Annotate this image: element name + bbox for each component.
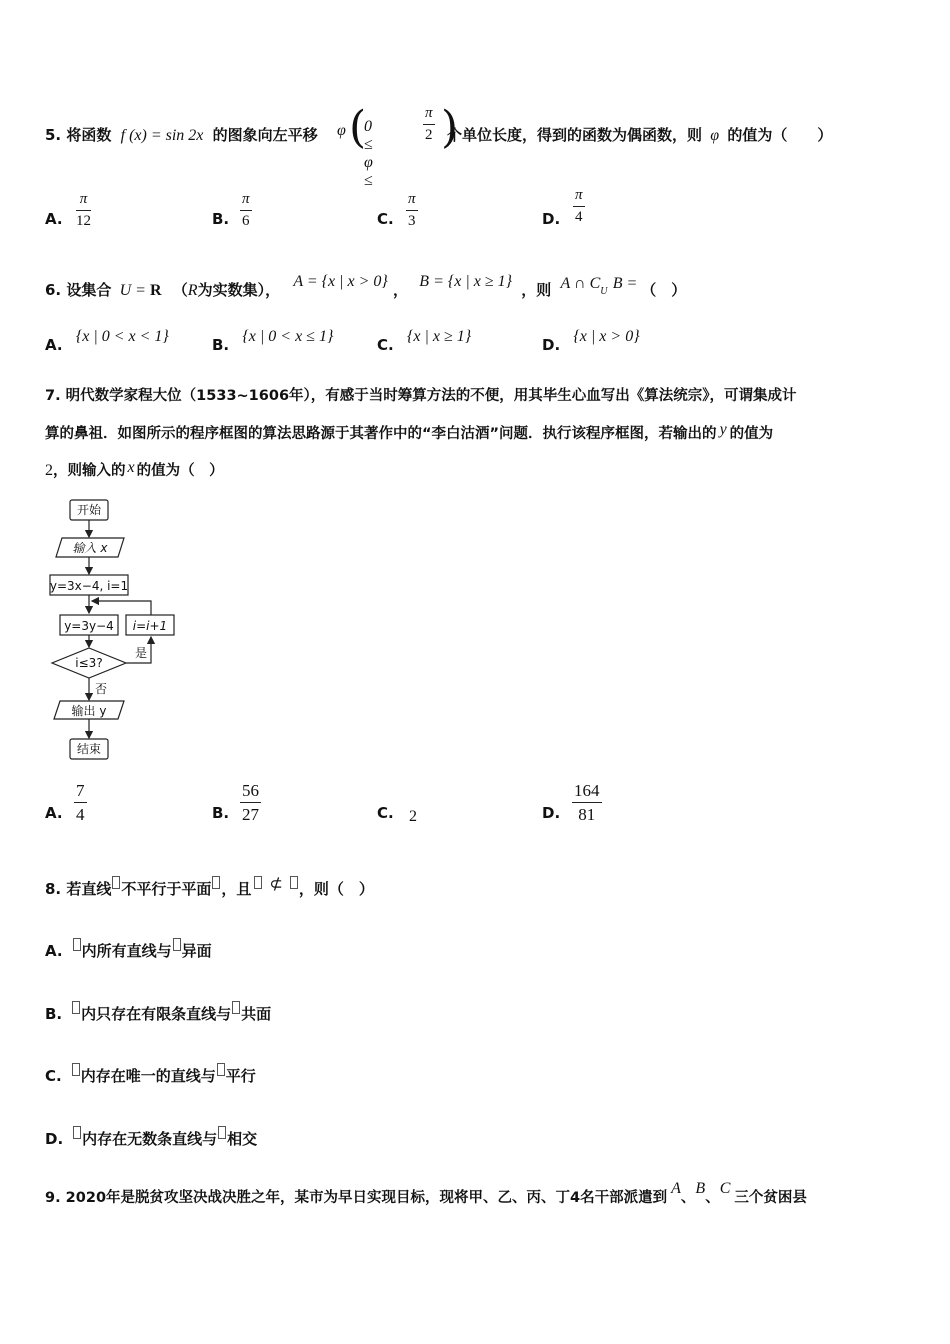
flow-input-label: 输入 x xyxy=(72,541,108,555)
missing-glyph-icon xyxy=(290,876,298,889)
option-d[interactable]: D. xyxy=(542,210,561,228)
option-b[interactable]: B. xyxy=(212,804,230,822)
q6-stem: 6. 设集合 U = R （R为实数集）， A = {x | x > 0} ， B = {x | x ≥ 1} ，则 A ∩ $C_U$ B = （ ） xyxy=(45,273,687,299)
option-a[interactable]: A. xyxy=(45,210,63,228)
flow-no-label: 否 xyxy=(95,682,108,696)
option-a[interactable]: A. 内所有直线与 异面 xyxy=(45,938,212,960)
option-a[interactable]: A. xyxy=(45,804,63,822)
q9-stem: 9. 2020年是脱贫攻坚决战决胜之年，某市为早日实现目标，现将甲、乙、丙、丁4名干部派遣到A、B、C三个贫困县 xyxy=(45,1180,807,1206)
option-c[interactable]: C. 2 xyxy=(377,804,417,825)
q5-number: 5. xyxy=(45,126,62,144)
set-a: A = {x | x > 0} xyxy=(293,273,388,290)
option-c[interactable]: C. 内存在唯一的直线与 平行 xyxy=(45,1063,256,1085)
missing-glyph-icon xyxy=(173,938,181,951)
missing-glyph-icon xyxy=(112,876,120,889)
flowchart xyxy=(40,495,220,770)
option-a[interactable]: A. {x | 0 < x < 1} xyxy=(45,328,169,354)
missing-glyph-icon xyxy=(73,938,81,951)
missing-glyph-icon xyxy=(73,1126,81,1139)
flow-inc-label: i=i+1 xyxy=(132,619,168,633)
flow-update-label: y=3y−4 xyxy=(64,619,114,633)
option-b[interactable]: B. 内只存在有限条直线与 共面 xyxy=(45,1001,271,1023)
flow-init-label: y=3x−4, i=1 xyxy=(49,579,129,593)
flow-output-label: 输出 y xyxy=(71,704,107,718)
option-d[interactable]: D. xyxy=(542,804,561,822)
q5-function: f (x) = sin 2x xyxy=(120,127,204,144)
q7-stem-line2: 算的鼻祖．如图所示的程序框图的算法思路源于其著作中的“李白沽酒”问题．执行该程序框图，若输出的 y 的值为 xyxy=(45,421,774,442)
option-d[interactable]: D. {x | x > 0} xyxy=(542,328,640,354)
q7-stem-line1: 7. 明代数学家程大位（1533~1606年），有感于当时筹算方法的不便，用其毕生心血写出《算法统宗》，可谓集成计 xyxy=(45,388,797,404)
set-b: B = {x | x ≥ 1} xyxy=(419,273,513,290)
option-b[interactable]: B. xyxy=(212,210,230,228)
option-d[interactable]: D. 内存在无数条直线与 相交 xyxy=(45,1126,257,1148)
option-b[interactable]: B. {x | 0 < x ≤ 1} xyxy=(212,328,334,354)
flow-end-label: 结束 xyxy=(76,742,102,756)
missing-glyph-icon xyxy=(218,1126,226,1139)
q7-stem-line3: 2，则输入的 x 的值为（ ） xyxy=(45,459,224,479)
missing-glyph-icon xyxy=(254,876,262,889)
missing-glyph-icon xyxy=(72,1063,80,1076)
option-c[interactable]: C. xyxy=(377,210,394,228)
missing-glyph-icon xyxy=(72,1001,80,1014)
q5-stem: 5. 将函数 f (x) = sin 2x 的图象向左平移 xyxy=(45,126,318,144)
flow-cond-label: i≤3? xyxy=(75,656,103,670)
missing-glyph-icon xyxy=(232,1001,240,1014)
q8-stem: 8. 若直线 不平行于平面 ，且 ⊄ ，则（ ） xyxy=(45,876,374,898)
q6-number: 6. xyxy=(45,281,62,299)
flow-start-label: 开始 xyxy=(76,503,102,517)
missing-glyph-icon xyxy=(217,1063,225,1076)
flow-yes-label: 是 xyxy=(135,646,148,660)
option-c[interactable]: C. {x | x ≥ 1} xyxy=(377,328,472,354)
missing-glyph-icon xyxy=(212,876,220,889)
